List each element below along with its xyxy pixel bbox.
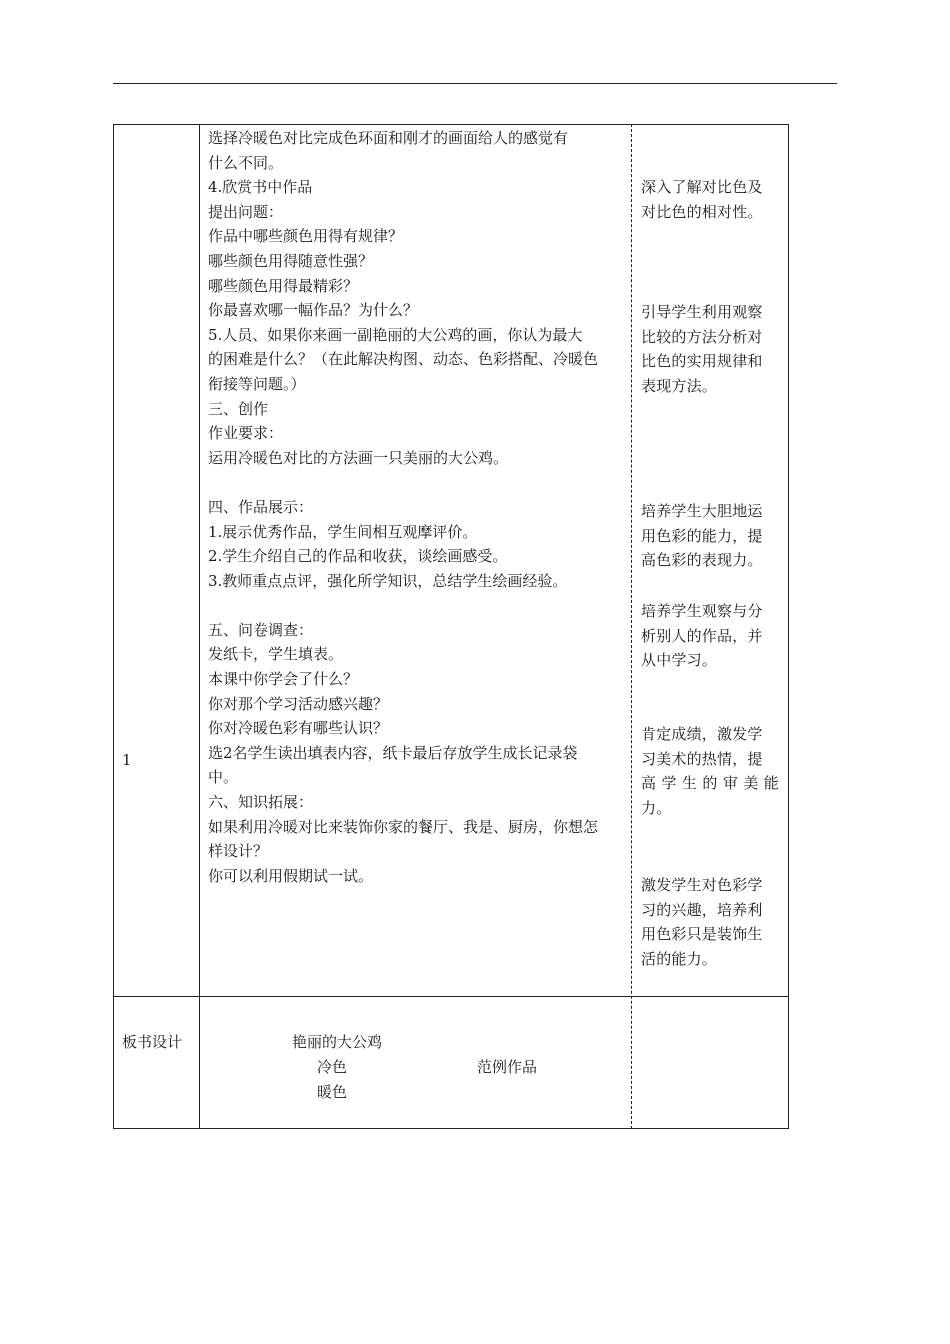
column-divider-dashed [631, 124, 632, 1129]
board-cold: 冷色 [317, 1058, 348, 1076]
note-line: 肯定成绩，激发学 [641, 725, 763, 743]
note-block [641, 175, 781, 224]
content-line: 如果利用冷暖对比来装饰你家的餐厅、我是、厨房，你想怎 [208, 817, 599, 836]
row-number: 1 [122, 751, 132, 769]
note-line: 习的兴趣，培养利 [641, 900, 763, 919]
note-block [641, 499, 781, 573]
content-line: 四、作品展示： [208, 497, 314, 516]
content-line: 你对那个学习活动感兴趣？ [208, 694, 389, 713]
content-line: 2.学生介绍自己的作品和收获，谈绘画感受。 [208, 547, 508, 566]
row-divider [113, 996, 789, 997]
note-line: 高学生的审美能 [641, 774, 779, 793]
note-block [641, 873, 781, 971]
note-line: 对比色的相对性。 [641, 202, 763, 221]
note-line: 深入了解对比色及 [641, 178, 763, 196]
note-line: 用色彩只是装饰生 [641, 925, 763, 944]
content-line: 5.人员、如果你来画一副艳丽的大公鸡的画，你认为最大 [208, 325, 583, 344]
content-line: 运用冷暖色对比的方法画一只美丽的大公鸡。 [208, 448, 509, 467]
content-line: 你对冷暖色彩有哪些认识？ [208, 719, 389, 738]
note-line: 激发学生对色彩学 [641, 876, 763, 894]
note-line: 析别人的作品，并 [641, 626, 763, 645]
content-line: 哪些颜色用得最精彩？ [208, 276, 359, 295]
note-block [641, 722, 781, 820]
content-line: 4.欣赏书中作品 [208, 178, 313, 197]
content-line: 选择冷暖色对比完成色环面和刚才的画面给人的感觉有 [208, 129, 569, 147]
content-line: 五、问卷调查： [208, 620, 314, 639]
content-line: 六、知识拓展： [208, 793, 314, 812]
board-title: 艳丽的大公鸡 [292, 1033, 383, 1051]
board-warm: 暖色 [317, 1083, 348, 1101]
note-block [641, 599, 781, 673]
note-line: 习美术的热情，提 [641, 749, 763, 768]
content-line: 三、创作 [208, 399, 269, 418]
content-line: 选2名学生读出填表内容，纸卡最后存放学生成长记录袋 [208, 743, 578, 762]
content-line: 1.展示优秀作品，学生间相互观摩评价。 [208, 522, 478, 541]
content-line: 中。 [208, 768, 239, 787]
content-line: 什么不同。 [208, 153, 284, 172]
note-block [641, 300, 781, 398]
content-line: 作业要求： [208, 424, 284, 443]
content-line: 哪些颜色用得随意性强？ [208, 251, 374, 270]
content-line [208, 593, 626, 618]
content-line: 发纸卡，学生填表。 [208, 645, 344, 664]
note-line: 引导学生利用观察 [641, 303, 763, 321]
board-design-label: 板书设计 [122, 1033, 183, 1051]
note-line: 培养学生观察与分 [641, 602, 763, 620]
note-line: 比较的方法分析对 [641, 327, 763, 346]
note-line: 高色彩的表现力。 [641, 551, 763, 570]
content-line: 衔接等问题。） [208, 374, 306, 393]
header-rule [113, 83, 837, 84]
note-line: 表现方法。 [641, 376, 718, 395]
content-line: 提出问题： [208, 202, 284, 221]
content-line [208, 470, 626, 495]
note-line: 力。 [641, 798, 672, 817]
note-line: 用色彩的能力，提 [641, 526, 763, 545]
column-divider [199, 124, 200, 1129]
content-line: 你可以利用假期试一试。 [208, 866, 374, 885]
content-line: 样设计？ [208, 842, 269, 861]
content-line: 的困难是什么？（在此解决构图、动态、色彩搭配、冷暖色 [208, 350, 599, 369]
lesson-content [208, 126, 626, 888]
note-line: 培养学生大胆地运 [641, 502, 763, 520]
content-line: 作品中哪些颜色用得有规律？ [208, 227, 404, 246]
note-line: 比色的实用规律和 [641, 352, 763, 371]
content-line: 3.教师重点点评，强化所学知识，总结学生绘画经验。 [208, 571, 568, 590]
note-line: 从中学习。 [641, 651, 718, 670]
note-line: 活的能力。 [641, 949, 718, 968]
content-line: 本课中你学会了什么？ [208, 670, 359, 689]
board-examples: 范例作品 [477, 1058, 538, 1076]
content-line: 你最喜欢哪一幅作品？为什么？ [208, 301, 419, 320]
